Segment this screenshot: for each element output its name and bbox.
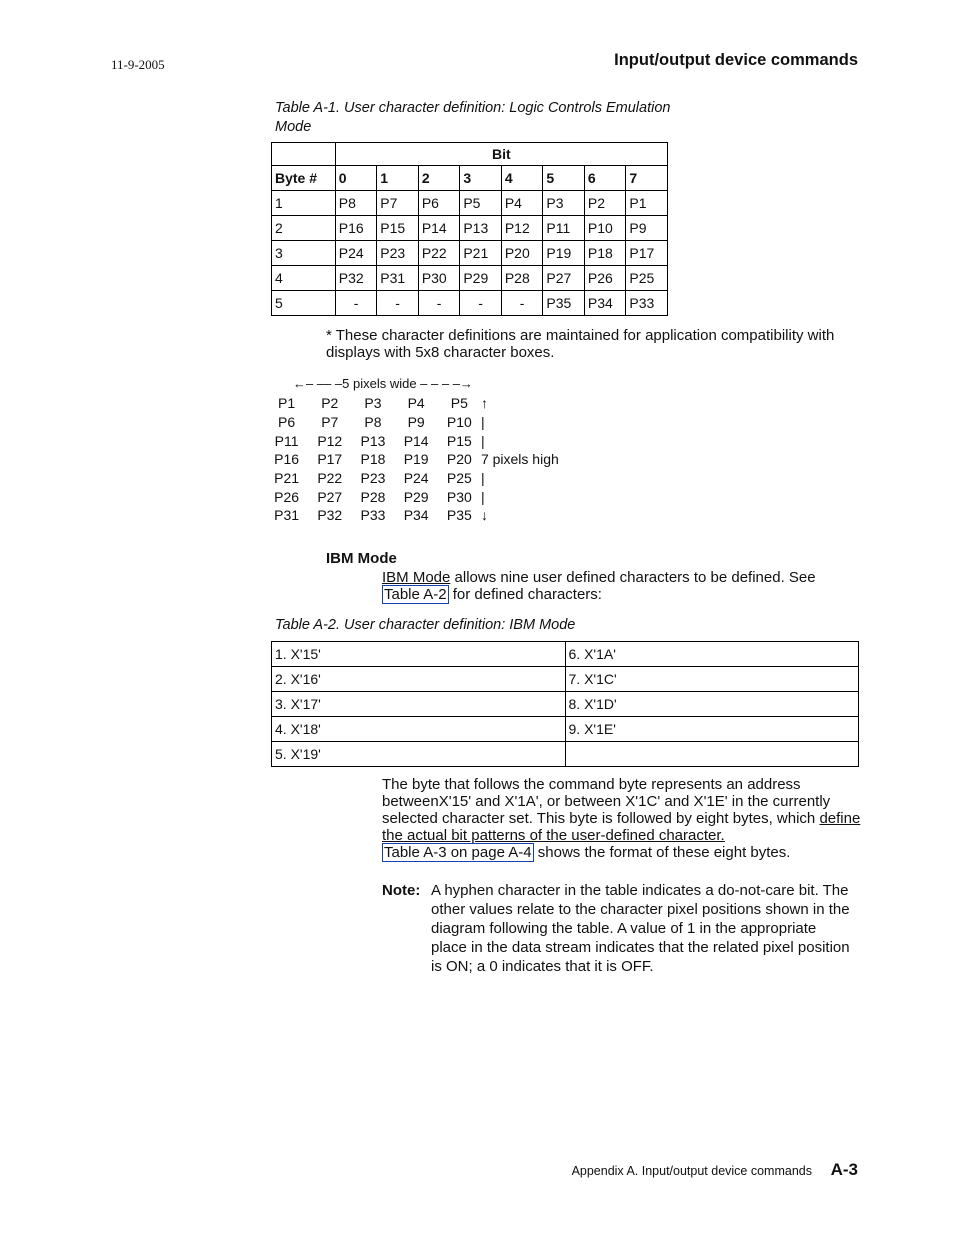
bit-col-header: 2	[418, 166, 460, 191]
pixel-cell: P32	[317, 507, 343, 524]
byte-cell: 4	[272, 266, 336, 291]
address-byte-paragraph	[382, 776, 862, 861]
table-row	[272, 667, 859, 692]
diagram-row	[265, 394, 571, 413]
byte-header: Byte #	[272, 166, 336, 191]
side-marker: |	[480, 432, 485, 449]
side-marker: |	[480, 470, 485, 487]
table-cell: 7. X'1C'	[565, 667, 859, 692]
bit-cell: P34	[584, 291, 626, 316]
bit-cell: P23	[377, 241, 419, 266]
bit-cell: P20	[501, 241, 543, 266]
pixels-wide-label: ←– –– –5 pixels wide – – – –→	[293, 376, 473, 391]
side-marker: |	[480, 488, 485, 505]
table2-caption: Table A-2. User character definition: IBM Mode	[275, 617, 576, 633]
pixel-cell: P9	[407, 414, 425, 431]
table-a2-xref-link[interactable]: Table A-2	[384, 586, 447, 603]
bit-cell: P24	[335, 241, 377, 266]
paragraph-text: allows nine user defined characters to be defined. See	[450, 569, 816, 586]
bit-col-header: 1	[377, 166, 419, 191]
paragraph-text: for defined characters:	[448, 586, 602, 603]
table-a1	[271, 142, 668, 316]
note-text: A hyphen character in the table indicates a do-not-care bit. The other values relate to the character pixel positions shown in the diagram following the table. A value of 1 in the appropriate place in the data stream indicates that the related pixel position is ON; a 0 indicates that it is OFF.	[431, 882, 850, 975]
bit-cell: P30	[418, 266, 460, 291]
table-cell: 5. X'19'	[272, 742, 566, 767]
empty-header-cell	[272, 143, 336, 166]
up-arrow-icon: ↑	[480, 395, 488, 412]
pixel-cell: P18	[360, 451, 386, 468]
table-cell: 8. X'1D'	[565, 692, 859, 717]
pixel-cell: P33	[360, 507, 386, 524]
pixel-cell: P6	[278, 414, 296, 431]
bit-cell: P35	[543, 291, 585, 316]
page-number: A-3	[830, 1160, 858, 1179]
bit-cell: P4	[501, 191, 543, 216]
bit-cell: P1	[626, 191, 668, 216]
bit-col-header: 7	[626, 166, 668, 191]
pixel-cell: P5	[450, 395, 468, 412]
pixel-cell: P1	[278, 395, 296, 412]
table-cell: 2. X'16'	[272, 667, 566, 692]
bit-cell: P8	[335, 191, 377, 216]
diagram-row	[265, 506, 571, 525]
pixel-cell: P13	[360, 432, 386, 449]
table-cell: 6. X'1A'	[565, 642, 859, 667]
pixel-cell: P35	[446, 507, 472, 524]
pixel-cell: P17	[317, 451, 343, 468]
table-cell: 1. X'15'	[272, 642, 566, 667]
diagram-row	[265, 413, 571, 432]
diagram-row	[265, 469, 571, 488]
diagram-row	[265, 487, 571, 506]
bit-cell: P29	[460, 266, 502, 291]
header-date: 11-9-2005	[111, 57, 165, 72]
table-a3-xref-link[interactable]: Table A-3 on page A-4	[384, 844, 532, 861]
table-row	[272, 266, 668, 291]
bit-cell: P7	[377, 191, 419, 216]
bit-col-header: 6	[584, 166, 626, 191]
bit-cell: P31	[377, 266, 419, 291]
bit-cell: P16	[335, 216, 377, 241]
table-row	[272, 241, 668, 266]
pixel-cell: P22	[317, 470, 343, 487]
table-cell: 9. X'1E'	[565, 717, 859, 742]
pixel-cell: P20	[446, 451, 472, 468]
table-row	[272, 191, 668, 216]
bit-cell: P26	[584, 266, 626, 291]
table-a2	[271, 641, 859, 767]
bit-col-header: 3	[460, 166, 502, 191]
bit-cell: P9	[626, 216, 668, 241]
bit-cell: P33	[626, 291, 668, 316]
diagram-row	[265, 431, 571, 450]
bit-cell: P21	[460, 241, 502, 266]
pixel-cell: P25	[446, 470, 472, 487]
pixel-cell: P26	[274, 488, 300, 505]
bit-cell: P6	[418, 191, 460, 216]
bit-cell: P11	[543, 216, 585, 241]
bit-cell: P14	[418, 216, 460, 241]
bit-cell: P25	[626, 266, 668, 291]
byte-cell: 3	[272, 241, 336, 266]
table-cell: 4. X'18'	[272, 717, 566, 742]
pixel-diagram	[265, 394, 571, 525]
bit-patterns-link[interactable]: define the actual bit patterns of the user-defined character.	[382, 810, 861, 844]
bit-cell: P27	[543, 266, 585, 291]
bit-cell: P5	[460, 191, 502, 216]
pixel-cell: P16	[274, 451, 300, 468]
diagram-row	[265, 450, 571, 469]
pixels-high-label: 7 pixels high	[480, 451, 559, 468]
pixel-cell: P19	[403, 451, 429, 468]
bit-cell: P2	[584, 191, 626, 216]
bit-cell: P22	[418, 241, 460, 266]
table-row	[272, 742, 859, 767]
pixel-cell: P28	[360, 488, 386, 505]
pixel-cell: P10	[446, 414, 472, 431]
bit-header: Bit	[335, 143, 667, 166]
bit-cell: P19	[543, 241, 585, 266]
byte-cell: 2	[272, 216, 336, 241]
page-title: Input/output device commands	[614, 51, 858, 69]
pixel-cell: P21	[274, 470, 300, 487]
pixel-cell: P2	[321, 395, 339, 412]
ibm-mode-paragraph	[382, 569, 852, 603]
table-row	[272, 216, 668, 241]
table-cell	[565, 742, 859, 767]
note-block	[382, 881, 852, 976]
pixel-cell: P3	[364, 395, 382, 412]
pixel-cell: P34	[403, 507, 429, 524]
bit-cell: P12	[501, 216, 543, 241]
bit-cell: P3	[543, 191, 585, 216]
side-marker: |	[480, 414, 485, 431]
bit-cell: -	[501, 291, 543, 316]
bit-col-header: 5	[543, 166, 585, 191]
bit-cell: -	[460, 291, 502, 316]
table-row	[272, 717, 859, 742]
table-row	[272, 291, 668, 316]
bit-cell: P28	[501, 266, 543, 291]
paragraph-text: shows the format of these eight bytes.	[533, 844, 791, 861]
bit-cell: P15	[377, 216, 419, 241]
note-label: Note:	[382, 882, 421, 899]
bit-cell: -	[335, 291, 377, 316]
bit-cell: -	[377, 291, 419, 316]
pixel-cell: P15	[446, 432, 472, 449]
bit-col-header: 4	[501, 166, 543, 191]
pixel-cell: P31	[274, 507, 300, 524]
pixel-cell: P23	[360, 470, 386, 487]
pixel-cell: P24	[403, 470, 429, 487]
pixel-cell: P29	[403, 488, 429, 505]
table-cell: 3. X'17'	[272, 692, 566, 717]
down-arrow-icon: ↓	[480, 507, 488, 524]
bit-cell: P32	[335, 266, 377, 291]
section-title-ibm-mode: IBM Mode	[326, 550, 397, 567]
pixel-cell: P7	[321, 414, 339, 431]
bit-cell: P10	[584, 216, 626, 241]
pixel-cell: P8	[364, 414, 382, 431]
table1-caption: Table A-1. User character definition: Logic Controls Emulation Mode	[275, 100, 671, 135]
pixel-cell: P12	[317, 432, 343, 449]
footer-appendix-title: Appendix A. Input/output device commands	[571, 1164, 812, 1178]
ibm-mode-link[interactable]: IBM Mode	[382, 569, 451, 586]
pixel-cell: P4	[407, 395, 425, 412]
table-row	[272, 692, 859, 717]
table-row	[272, 642, 859, 667]
pixel-cell: P27	[317, 488, 343, 505]
table1-footnote: * These character definitions are maintained for application compatibility with displays with 5x8 character boxes.	[326, 327, 835, 361]
bit-cell: P13	[460, 216, 502, 241]
paragraph-text: The byte that follows the command byte represents an address betweenX'15' and X'1A', or between X'1C' and X'1E' in the currently selected character set. This byte is followed by eight bytes, which	[382, 776, 831, 827]
byte-cell: 1	[272, 191, 336, 216]
pixel-cell: P11	[274, 432, 299, 449]
bit-cell: P18	[584, 241, 626, 266]
byte-cell: 5	[272, 291, 336, 316]
pixel-cell: P14	[403, 432, 429, 449]
bit-cell: -	[418, 291, 460, 316]
pixel-cell: P30	[446, 488, 472, 505]
bit-col-header: 0	[335, 166, 377, 191]
bit-cell: P17	[626, 241, 668, 266]
